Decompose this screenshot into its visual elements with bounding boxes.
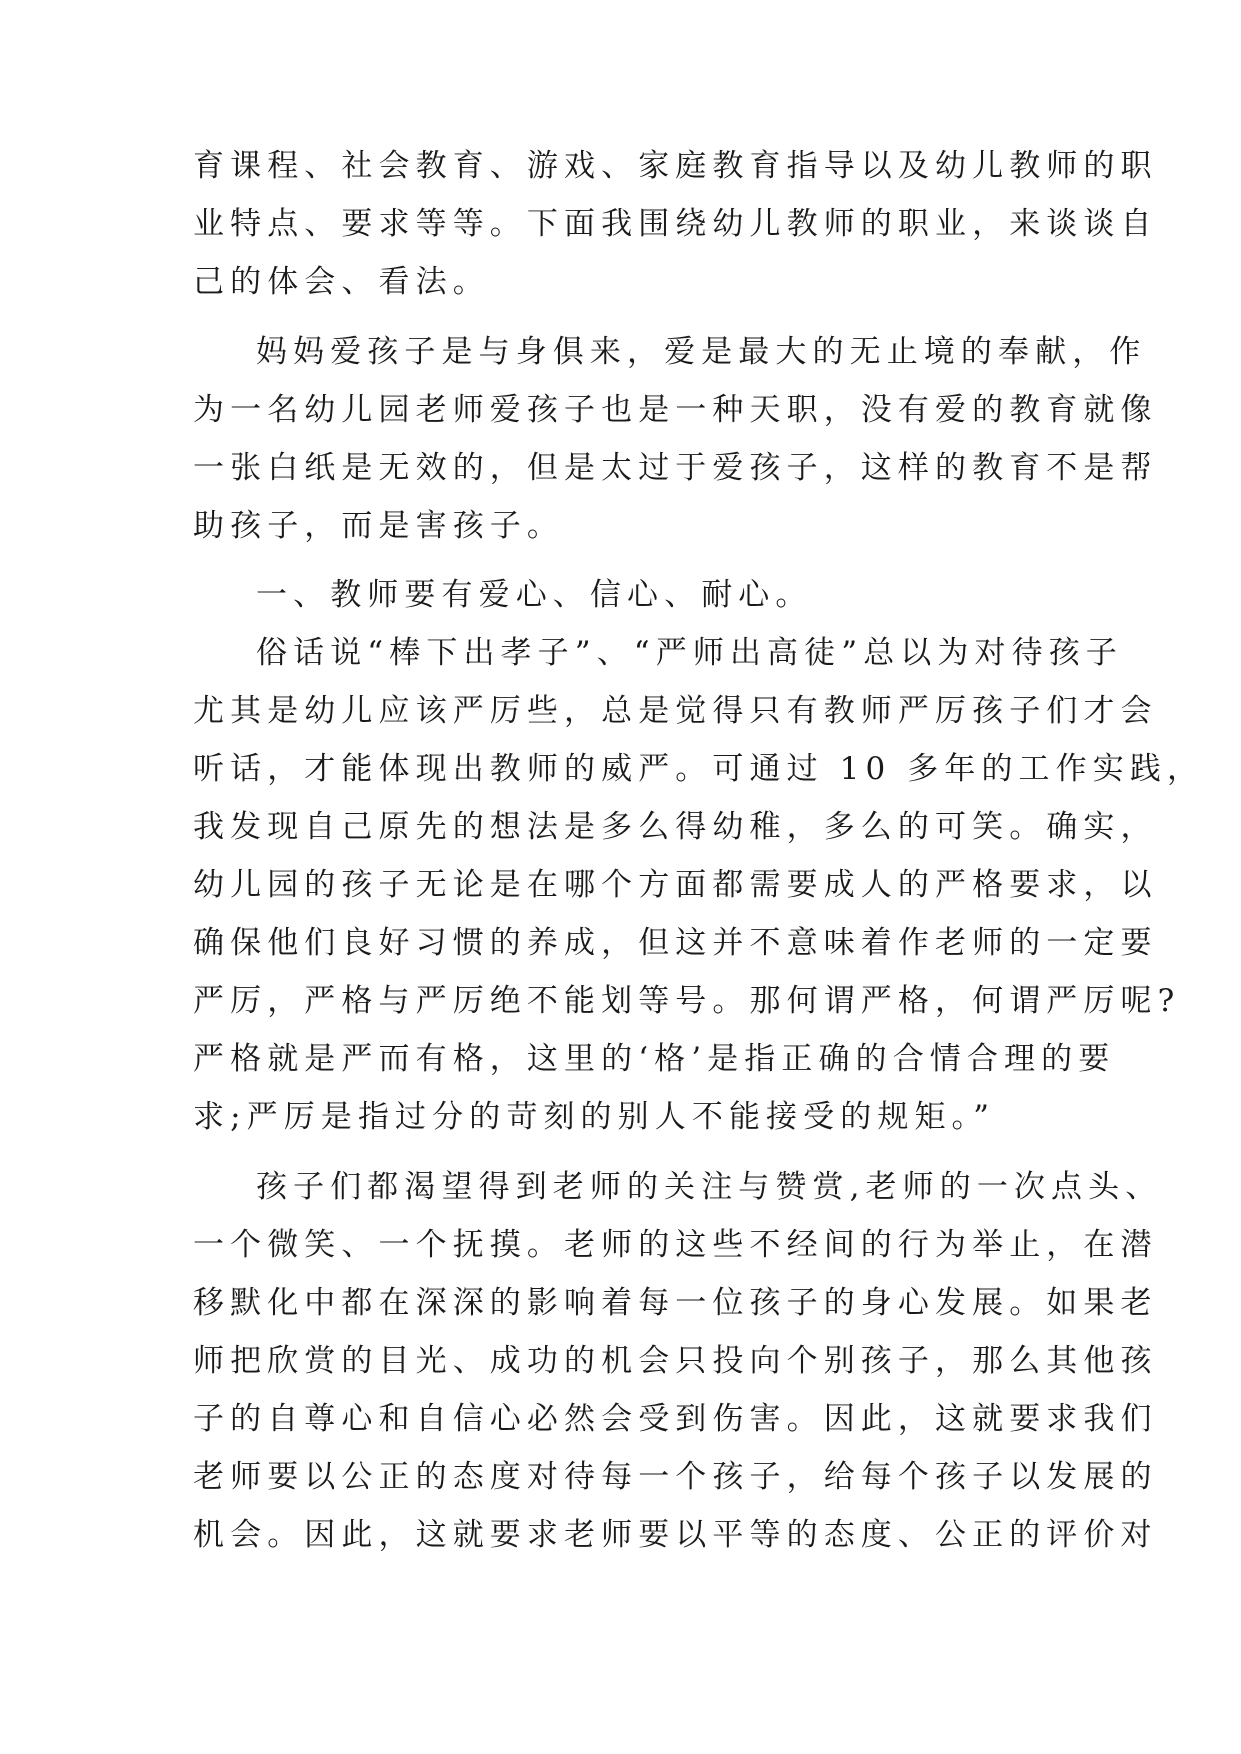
text-line-19: 一个微笑、一个抚摸。老师的这些不经间的行为举止，在潜 [193, 1227, 1158, 1263]
text-line-5: 为一名幼儿园老师爱孩子也是一种天职，没有爱的教育就像 [193, 392, 1158, 428]
text-line-12: 我发现自己原先的想法是多么得幼稚，多么的可笑。确实， [193, 809, 1158, 845]
section-heading: 一、教师要有爱心、信心、耐心。 [256, 577, 813, 613]
text-line-24: 机会。因此，这就要求老师要以平等的态度、公正的评价对 [193, 1517, 1158, 1553]
text-line-15: 严厉，严格与严厉绝不能划等号。那何谓严格，何谓严厉呢? [193, 983, 1181, 1019]
text-line-21: 师把欣赏的目光、成功的机会只投向个别孩子，那么其他孩 [193, 1343, 1158, 1379]
text-line-10: 尤其是幼儿应该严厉些，总是觉得只有教师严厉孩子们才会 [193, 693, 1158, 729]
text-line-17: 求;严厉是指过分的苛刻的别人不能接受的规矩。” [193, 1099, 996, 1135]
text-line-9: 俗话说“棒下出孝子”、“严师出高徒”总以为对待孩子 [256, 635, 1123, 671]
text-line-6: 一张白纸是无效的，但是太过于爱孩子，这样的教育不是帮 [193, 450, 1158, 486]
text-line-22: 子的自尊心和自信心必然会受到伤害。因此，这就要求我们 [193, 1401, 1158, 1437]
text-line-13: 幼儿园的孩子无论是在哪个方面都需要成人的严格要求，以 [193, 867, 1158, 903]
text-line-2: 业特点、要求等等。下面我围绕幼儿教师的职业，来谈谈自 [193, 206, 1158, 242]
text-line-7: 助孩子，而是害孩子。 [193, 508, 564, 544]
text-line-18: 孩子们都渴望得到老师的关注与赞赏,老师的一次点头、 [256, 1169, 1163, 1205]
text-line-4: 妈妈爱孩子是与身俱来，爱是最大的无止境的奉献，作 [256, 334, 1147, 370]
text-line-23: 老师要以公正的态度对待每一个孩子，给每个孩子以发展的 [193, 1459, 1158, 1495]
text-line-20: 移默化中都在深深的影响着每一位孩子的身心发展。如果老 [193, 1285, 1158, 1321]
text-line-14: 确保他们良好习惯的养成，但这并不意味着作老师的一定要 [193, 925, 1158, 961]
text-line-11: 听话，才能体现出教师的威严。可通过 10 多年的工作实践， [193, 751, 1205, 787]
text-line-1: 育课程、社会教育、游戏、家庭教育指导以及幼儿教师的职 [193, 148, 1158, 184]
text-line-3: 己的体会、看法。 [193, 264, 490, 300]
text-line-16: 严格就是严而有格，这里的‘格’是指正确的合情合理的要 [193, 1041, 1116, 1077]
